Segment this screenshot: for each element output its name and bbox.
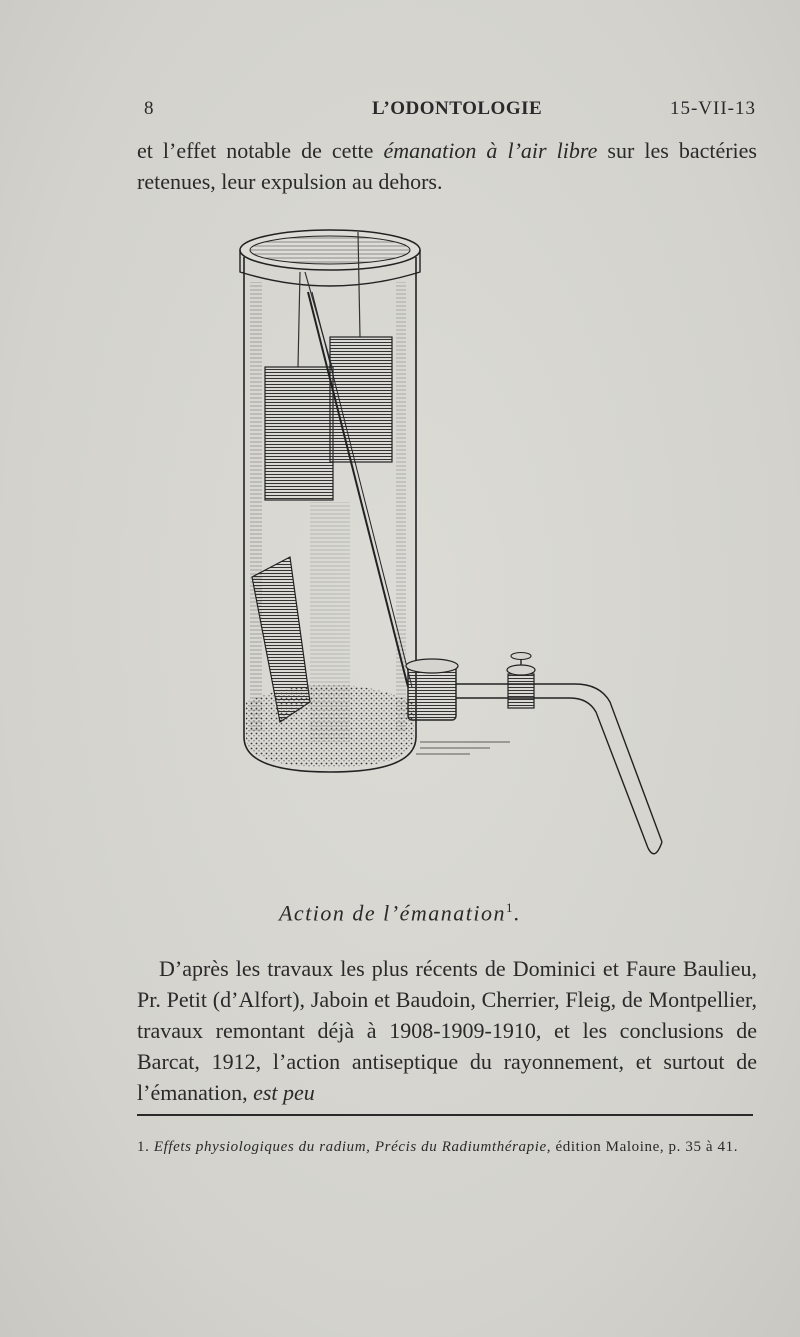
footnote	[137, 1136, 755, 1158]
caption-text: Action de l’émanation	[278, 900, 506, 926]
journal-title: L’ODONTOLOGIE	[372, 98, 543, 119]
footnote-title: Effets physiologiques du radium,	[153, 1139, 371, 1155]
running-header	[140, 98, 756, 124]
page-number: 8	[144, 98, 154, 119]
footnote-title: Précis du Radiumthérapie,	[374, 1139, 552, 1155]
paragraph-text: et l’effet notable de cette	[137, 138, 384, 163]
footnote-number: 1.	[137, 1139, 150, 1155]
radium-emanation-apparatus-illustration	[230, 212, 680, 872]
footnote-text: édition Maloine, p. 35 à 41.	[551, 1139, 739, 1155]
footnote-reference: 1	[506, 900, 514, 915]
italic-phrase: émanation à l’air libre	[383, 138, 598, 163]
paragraph-text: D’après les travaux les plus récents de Dominici et Faure Baulieu, Pr. Petit (d’Alfort), Jaboin et Baudoin, Cherrier, Fleig, de Montpellier, travaux remontant déjà à 1908-1909-1910, et les conclusions de Barcat, 1912, l’action antiseptique du rayonnement, et surtout de l’émanation,	[137, 956, 757, 1105]
caption-period: .	[514, 900, 521, 926]
issue-date: 15-VII-13	[669, 98, 756, 119]
footnote-divider	[137, 1114, 753, 1116]
paragraph-intro	[137, 135, 757, 197]
paragraph-text: sur les bactéries retenues, leur expulsion au dehors.	[137, 138, 757, 194]
figure-caption	[0, 900, 800, 926]
paragraph-main	[137, 953, 757, 1108]
italic-phrase: est peu	[253, 1080, 315, 1105]
